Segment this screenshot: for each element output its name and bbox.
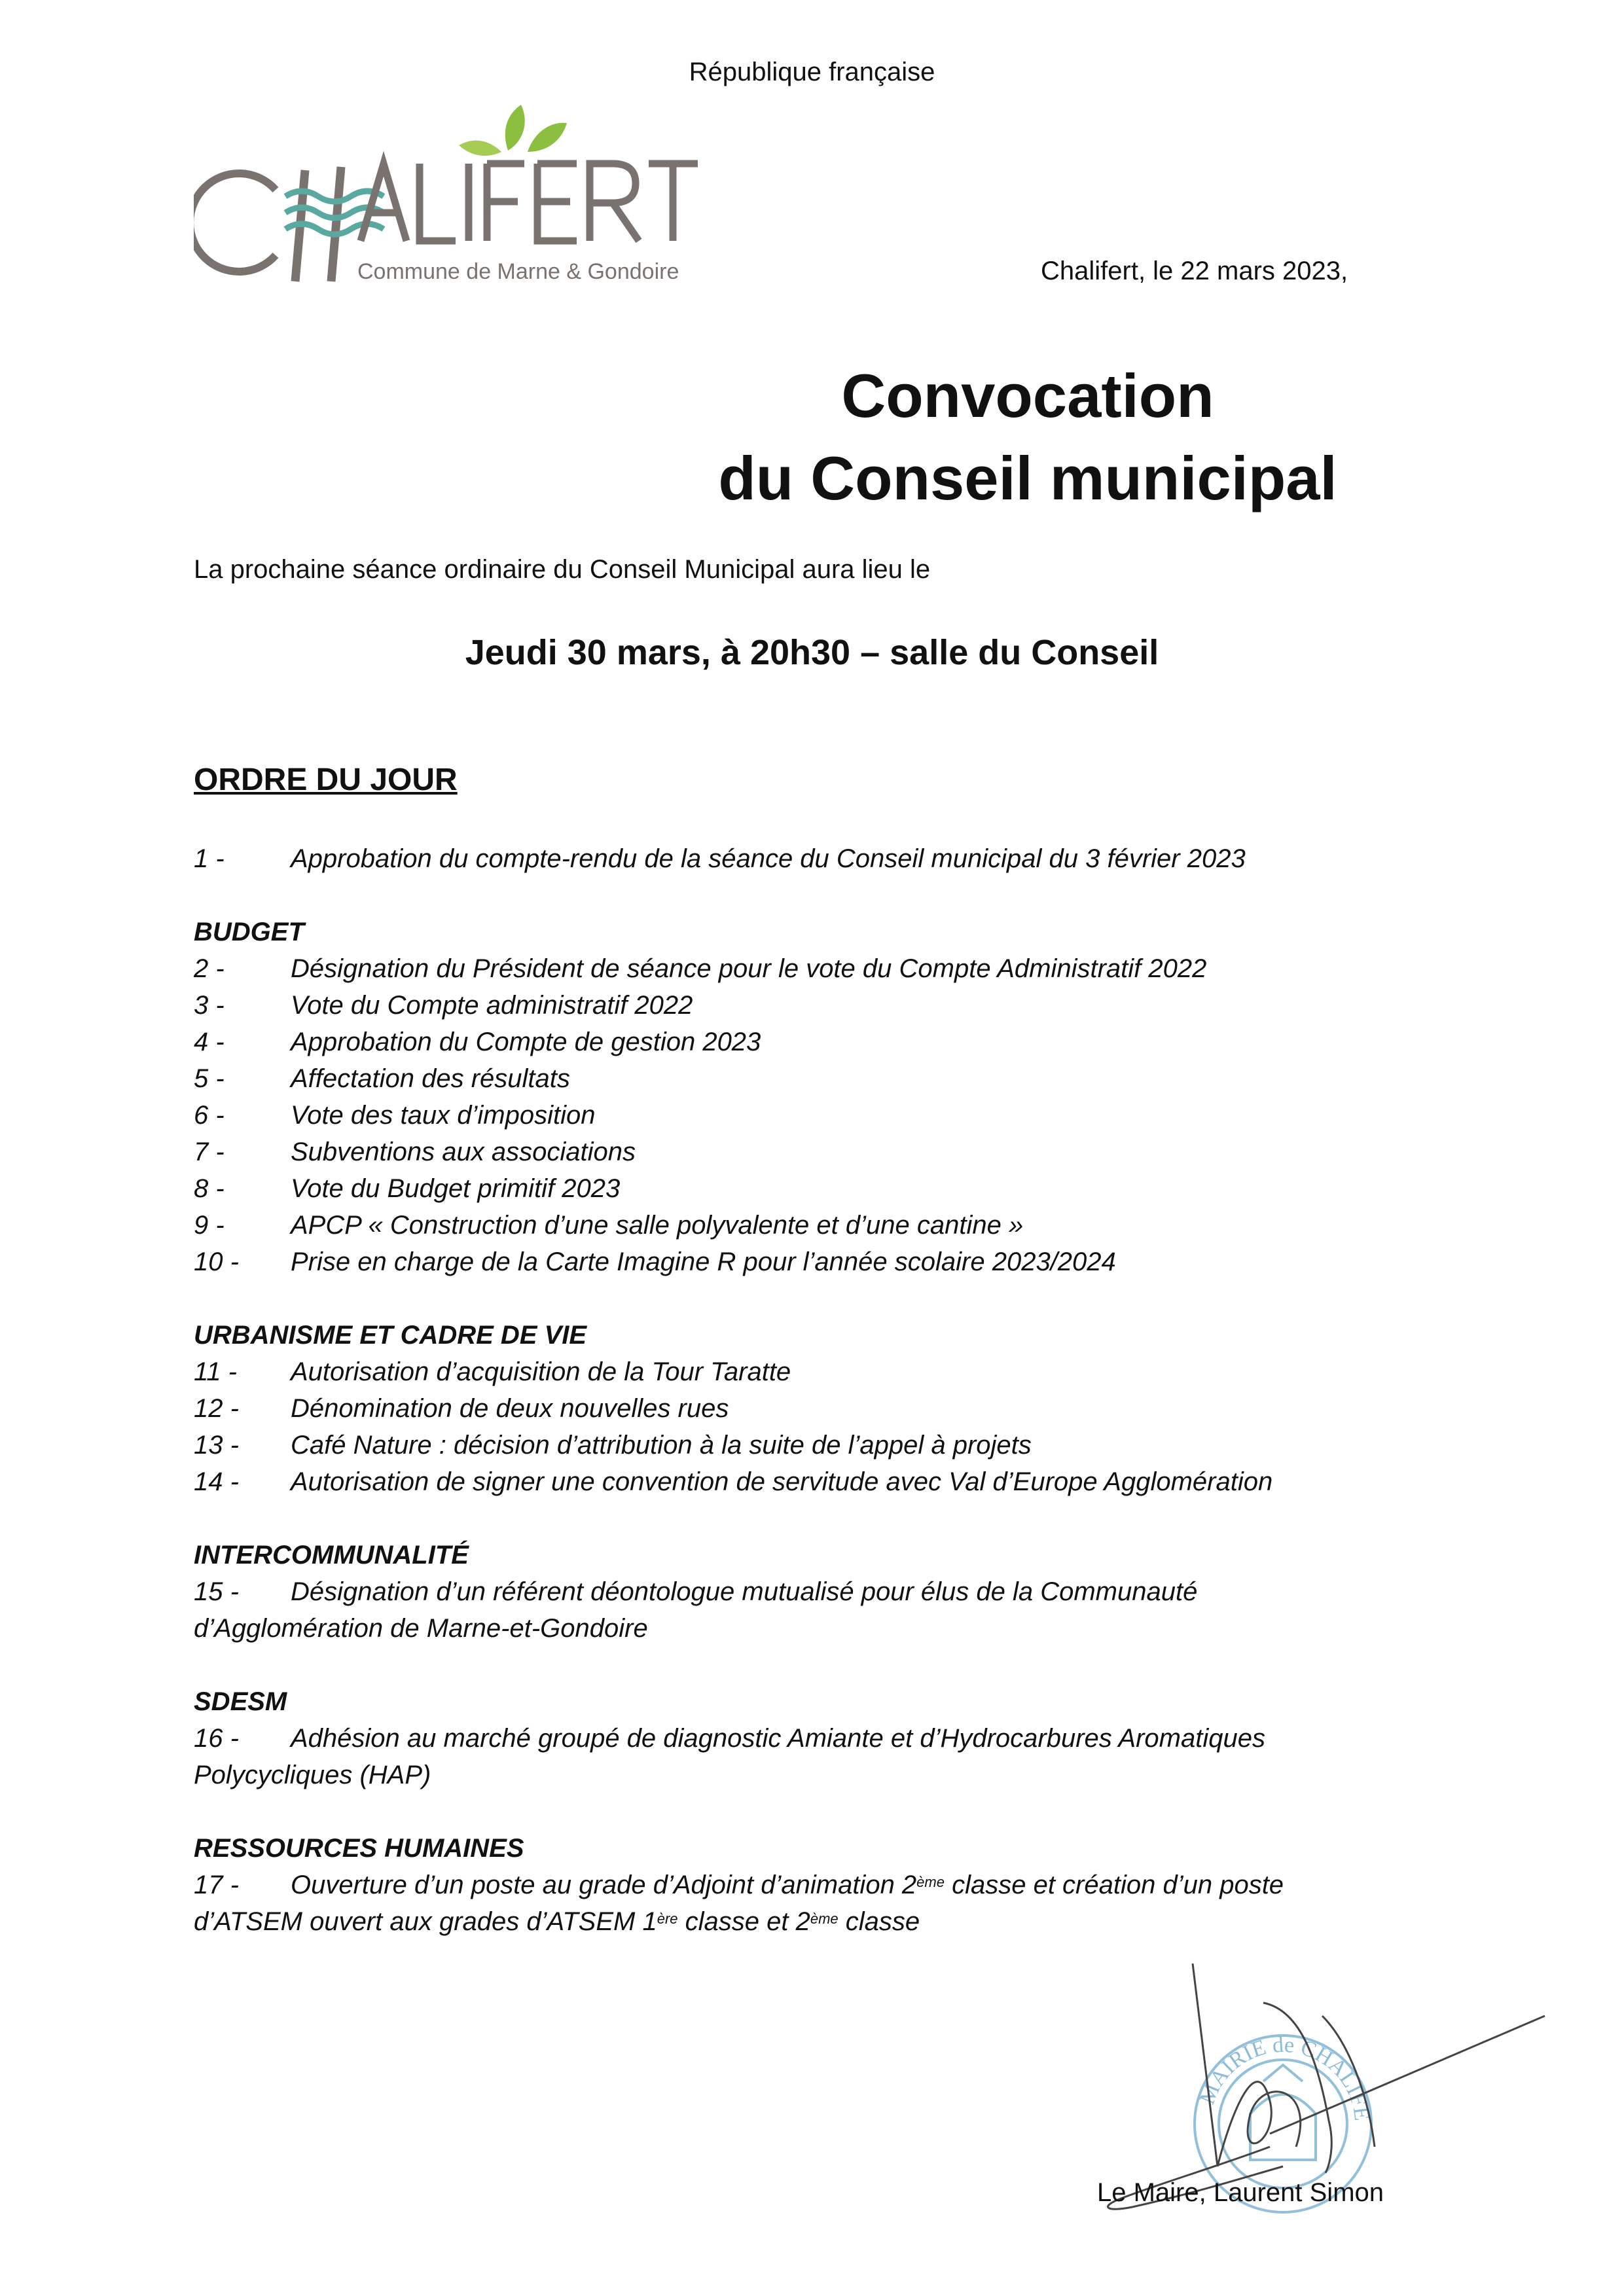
item-number: 3 -	[194, 991, 225, 1020]
agenda-item	[194, 1097, 1437, 1134]
item-text: Autorisation d’acquisition de la Tour Taratte	[291, 1357, 791, 1386]
agenda-item	[194, 1463, 1437, 1500]
item-text-part: d’ATSEM ouvert aux grades d’ATSEM 1	[194, 1907, 657, 1936]
section-intercommunalite: INTERCOMMUNALITÉ	[194, 1541, 469, 1570]
agenda-item	[194, 1060, 1437, 1097]
agenda-item	[194, 840, 1437, 877]
item-number: 16 -	[194, 1724, 239, 1753]
item-text: Vote du Budget primitif 2023	[291, 1174, 621, 1203]
agenda-title: ORDRE DU JOUR	[194, 762, 458, 797]
item-number: 6 -	[194, 1101, 225, 1130]
agenda-item	[194, 1720, 1437, 1757]
item-text: Café Nature : décision d’attribution à la suite de l’appel à projets	[291, 1431, 1032, 1460]
logo-subtitle: Commune de Marne & Gondoire	[357, 259, 679, 284]
item-text	[291, 1867, 1284, 1903]
item-number: 10 -	[194, 1247, 239, 1276]
item-text: Dénomination de deux nouvelles rues	[291, 1394, 729, 1423]
item-text-continued: d’Agglomération de Marne-et-Gondoire	[194, 1614, 648, 1643]
agenda-item	[194, 1427, 1437, 1463]
agenda-item	[194, 1024, 1437, 1060]
chalifert-logo	[194, 92, 731, 288]
agenda-item	[194, 1207, 1437, 1244]
page-title	[655, 355, 1401, 520]
item-text: Vote des taux d’imposition	[291, 1101, 596, 1130]
item-text-part: Ouverture d’un poste au grade d’Adjoint d’animation 2	[291, 1871, 917, 1899]
document-date: Chalifert, le 22 mars 2023,	[1041, 257, 1348, 285]
item-text-part: classe et création d’un poste	[944, 1871, 1284, 1899]
agenda-item	[194, 1244, 1437, 1280]
agenda-item	[194, 1390, 1437, 1427]
section-ressources-humaines: RESSOURCES HUMAINES	[194, 1834, 524, 1863]
item-number: 5 -	[194, 1064, 225, 1093]
item-text: APCP « Construction d’une salle polyvalente et d’une cantine »	[291, 1211, 1024, 1240]
meeting-details: Jeudi 30 mars, à 20h30 – salle du Conseil	[465, 633, 1159, 672]
title-line-2: du Conseil municipal	[718, 444, 1337, 512]
agenda-item	[194, 987, 1437, 1024]
item-text: Adhésion au marché groupé de diagnostic Amiante et d’Hydrocarbures Aromatiques	[291, 1724, 1265, 1753]
agenda-item	[194, 1573, 1437, 1610]
stamp-text: MAIRIE de CHALIFE	[1195, 2032, 1375, 2123]
agenda-item	[194, 1134, 1437, 1170]
title-line-1: Convocation	[841, 361, 1214, 430]
item-number: 14 -	[194, 1467, 239, 1496]
item-number: 8 -	[194, 1174, 225, 1203]
section-urbanisme: URBANISME ET CADRE DE VIE	[194, 1321, 587, 1350]
item-text: Approbation du Compte de gestion 2023	[291, 1028, 761, 1056]
republic-label: République française	[689, 58, 935, 86]
mayor-name: Le Maire, Laurent Simon	[1097, 2178, 1384, 2207]
item-text-continued	[194, 1903, 1437, 1940]
item-number: 1 -	[194, 844, 225, 873]
item-text: Désignation d’un référent déontologue mutualisé pour élus de la Communauté	[291, 1577, 1198, 1606]
item-text: Prise en charge de la Carte Imagine R pour l’année scolaire 2023/2024	[291, 1247, 1116, 1276]
item-number: 4 -	[194, 1028, 225, 1056]
item-text: Affectation des résultats	[291, 1064, 570, 1093]
agenda-item	[194, 1170, 1437, 1207]
item-number: 11 -	[194, 1357, 237, 1386]
item-text: Approbation du compte-rendu de la séance du Conseil municipal du 3 février 2023	[291, 844, 1246, 873]
superscript: ème	[916, 1874, 945, 1890]
item-text: Désignation du Président de séance pour le vote du Compte Administratif 2022	[291, 954, 1207, 983]
agenda-item	[194, 1867, 1437, 1903]
item-text-part: classe et 2	[677, 1907, 810, 1936]
item-number: 12 -	[194, 1394, 239, 1423]
agenda-list	[194, 840, 1437, 1940]
item-text: Vote du Compte administratif 2022	[291, 991, 693, 1020]
item-text-continued: Polycycliques (HAP)	[194, 1761, 431, 1789]
section-sdesm: SDESM	[194, 1687, 287, 1716]
item-text-part: classe	[838, 1907, 920, 1936]
item-number: 15 -	[194, 1577, 239, 1606]
section-budget: BUDGET	[194, 918, 304, 946]
agenda-item	[194, 950, 1437, 987]
item-number: 2 -	[194, 954, 225, 983]
superscript: ère	[657, 1910, 678, 1927]
item-number: 7 -	[194, 1138, 225, 1166]
item-number: 13 -	[194, 1431, 239, 1460]
superscript: ème	[810, 1910, 839, 1927]
intro-text: La prochaine séance ordinaire du Conseil Municipal aura lieu le	[194, 555, 931, 584]
item-text: Subventions aux associations	[291, 1138, 636, 1166]
item-number: 17 -	[194, 1871, 239, 1899]
agenda-item	[194, 1354, 1437, 1390]
item-number: 9 -	[194, 1211, 225, 1240]
item-text: Autorisation de signer une convention de servitude avec Val d’Europe Agglomération	[291, 1467, 1273, 1496]
